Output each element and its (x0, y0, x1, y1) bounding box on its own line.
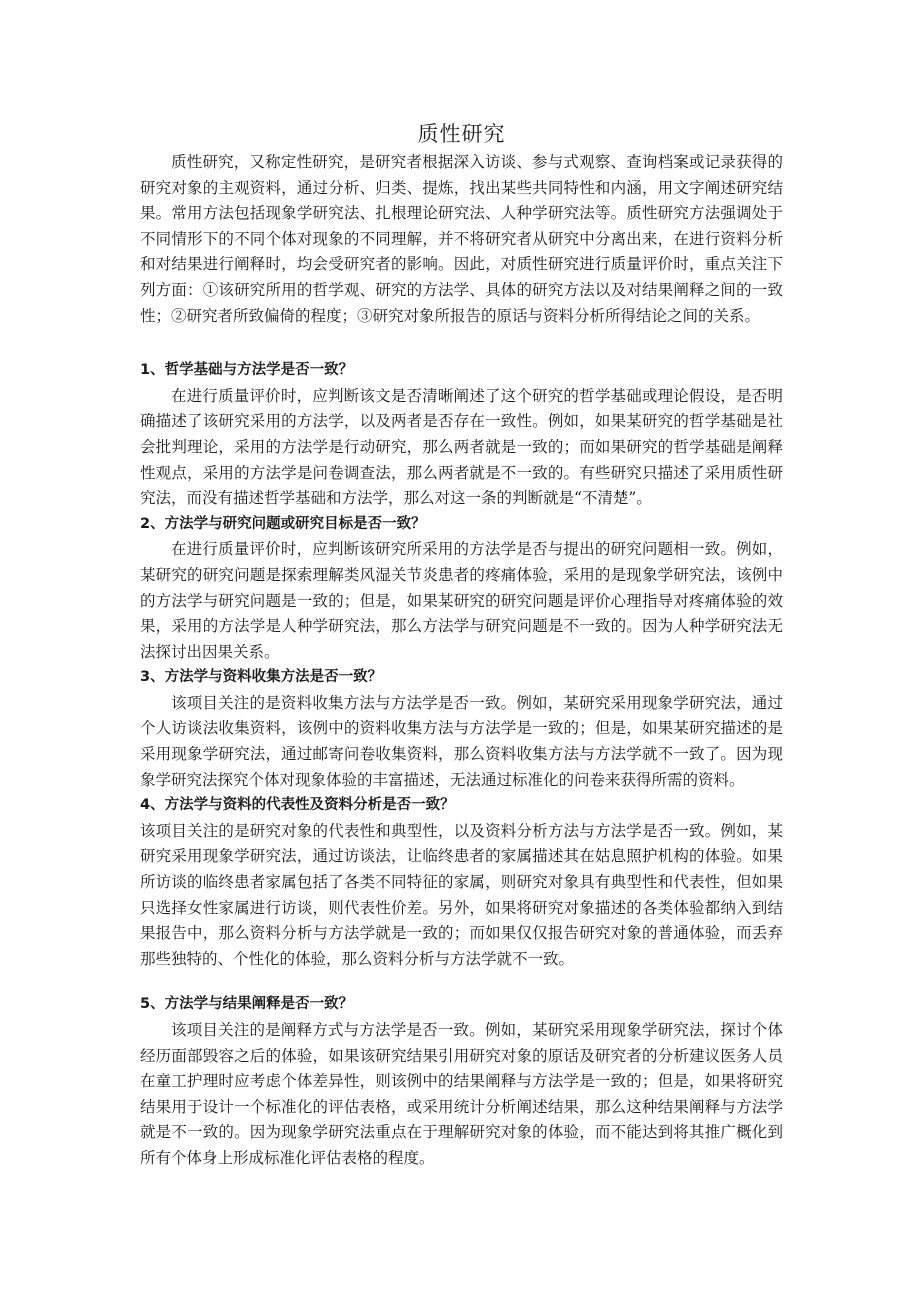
spacer (140, 972, 783, 992)
section-heading: 1、哲学基础与方法学是否一致？ (140, 362, 354, 379)
document-page (140, 118, 783, 1172)
section-heading: 2、方法学与研究问题或研究目标是否一致？ (140, 515, 426, 532)
section-heading: 3、方法学与资料收集方法是否一致？ (140, 669, 383, 686)
section-body: 在进行质量评价时，应判断该文是否清晰阐述了这个研究的哲学基础或理论假设，是否明确描述了该研究采用的方法学，以及两者是否存在一致性。例如，如果某研究的哲学基础是社会批判理论，采用的方法学是行动研究，那么两者就是一致的；而如果研究的哲学基础是阐释性观点，采用的方法学是问卷调查法，那么两者就是不一致的。有些研究只描述了采用质性研究法，而没有描述哲学基础和方法学，那么对这一条的判断就是“不清楚”。 (140, 386, 783, 508)
section-body: 在进行质量评价时，应判断该研究所采用的方法学是否与提出的研究问题相一致。例如，某研究的研究问题是探索理解类风湿关节炎患者的疼痛体验，采用的是现象学研究法，该例中的方法学与研究问题是一致的；但是，如果某研究的研究问题是评价心理指导对疼痛体验的效果，采用的方法学是人种学研究法，那么方法学与研究问题是不一致的。因为人种学研究法无法探讨出因果关系。 (140, 540, 783, 661)
section-heading: 5、方法学与结果阐释是否一致？ (140, 996, 354, 1013)
section-body: 该项目关注的是研究对象的代表性和典型性，以及资料分析方法与方法学是否一致。例如，某研究采用现象学研究法，通过访谈法，让临终患者的家属描述其在姑息照护机构的体验。如果所访谈的临终患者家属包括了各类不同特征的家属，则研究对象具有典型性和代表性，但如果只选择女性家属进行访谈，则代表性价差。另外，如果将研究对象描述的各类体验都纳入到结果报告中，那么资料分析与方法学就是一致的；而如果仅仅报告研究对象的普通体验，而丢弃那些独特的、个性化的体验，那么资料分析与方法学就不一致。 (140, 821, 783, 968)
section-3 (140, 665, 783, 793)
section-body: 该项目关注的是阐释方式与方法学是否一致。例如，某研究采用现象学研究法，探讨个体经历面部毁容之后的体验，如果该研究结果引用研究对象的原话及研究者的分析建议医务人员在童工护理时应考虑个体差异性，则该例中的结果阐释与方法学是一致的；但是，如果将研究结果用于设计一个标准化的评估表格，或采用统计分析阐述结果，那么这种结果阐释与方法学就是不一致的。因为现象学研究法重点在于理解研究对象的体验，而不能达到将其推广概化到所有个体身上形成标准化评估表格的程度。 (140, 1021, 783, 1167)
section-2 (140, 512, 783, 666)
intro-paragraph: 质性研究，又称定性研究，是研究者根据深入访谈、参与式观察、查询档案或记录获得的研究对象的主观资料，通过分析、归类、提炼，找出某些共同特性和内涵，用文字阐述研究结果。常用方法包括现象学研究法、扎根理论研究法、人种学研究法等。质性研究方法强调处于不同情形下的不同个体对现象的不同理解，并不将研究者从研究中分离出来，在进行资料分析和对结果进行阐释时，均会受研究者的影响。因此，对质性研究进行质量评价时，重点关注下列方面：①该研究所用的哲学观、研究的方法学、具体的研究方法以及对结果阐释之间的一致性；②研究者所致偏倚的程度；③研究对象所报告的原话与资料分析所得结论之间的关系。 (140, 153, 783, 325)
section-1 (140, 358, 783, 512)
spacer (140, 329, 783, 358)
section-heading: 4、方法学与资料的代表性及资料分析是否一致？ (140, 797, 455, 814)
section-body: 该项目关注的是资料收集方法与方法学是否一致。例如，某研究采用现象学研究法，通过个人访谈法收集资料，该例中的资料收集方法与方法学是一致的；但是，如果某研究描述的是采用现象学研究法，通过邮寄问卷收集资料，那么资料收集方法与方法学就不一致了。因为现象学研究法探究个体对现象体验的丰富描述，无法通过标准化的问卷来获得所需的资料。 (140, 693, 783, 789)
document-title: 质性研究 (417, 122, 506, 146)
section-5 (140, 992, 783, 1171)
section-4 (140, 793, 783, 972)
